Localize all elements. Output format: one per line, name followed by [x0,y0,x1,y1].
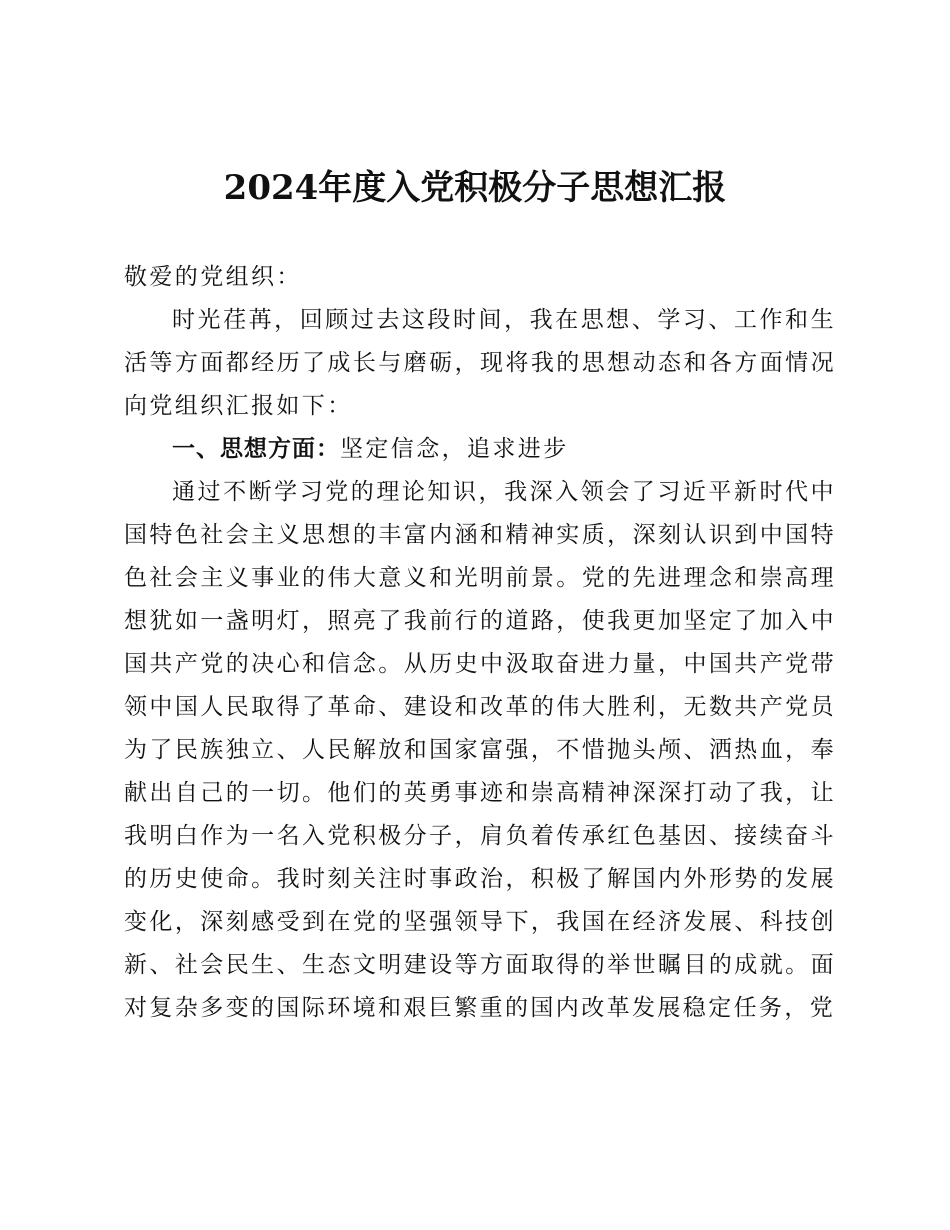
section-heading: 一、思想方面： [172,436,340,462]
document-title: 2024年度入党积极分子思想汇报 [223,168,727,208]
section-paragraph: 通过不断学习党的理论知识，我深入领会了习近平新时代中国特色社会主义思想的丰富内涵和精神实质，深刻认识到中国特色社会主义事业的伟大意义和光明前景。党的先进理念和崇高理想犹如一盏明灯，照亮了我前行的道路，使我更加坚定了加入中国共产党的决心和信念。从历史中汲取奋进力量，中国共产党带领中国人民取得了革命、建设和改革的伟大胜利，无数共产党员为了民族独立、人民解放和国家富强，不惜抛头颅、洒热血，奉献出自己的一切。他们的英勇事迹和崇高精神深深打动了我，让我明白作为一名入党积极分子，肩负着传承红色基因、接续奋斗的历史使命。我时刻关注时事政治，积极了解国内外形势的发展变化，深刻感受到在党的坚强领导下，我国在经济发展、科技创新、社会民生、生态文明建设等方面取得的举世瞩目的成就。面对复杂多变的国际环境和艰巨繁重的国内改革发展稳定任务，党 [124,479,836,1021]
intro-paragraph: 时光荏苒，回顾过去这段时间，我在思想、学习、工作和生活等方面都经历了成长与磨砺，现将我的思想动态和各方面情况向党组织汇报如下： [124,307,836,419]
section-heading-line [124,428,836,471]
document-body [124,256,836,1030]
section-subtitle: 坚定信念，追求进步 [340,436,569,462]
salutation: 敬爱的党组织： [124,264,302,290]
